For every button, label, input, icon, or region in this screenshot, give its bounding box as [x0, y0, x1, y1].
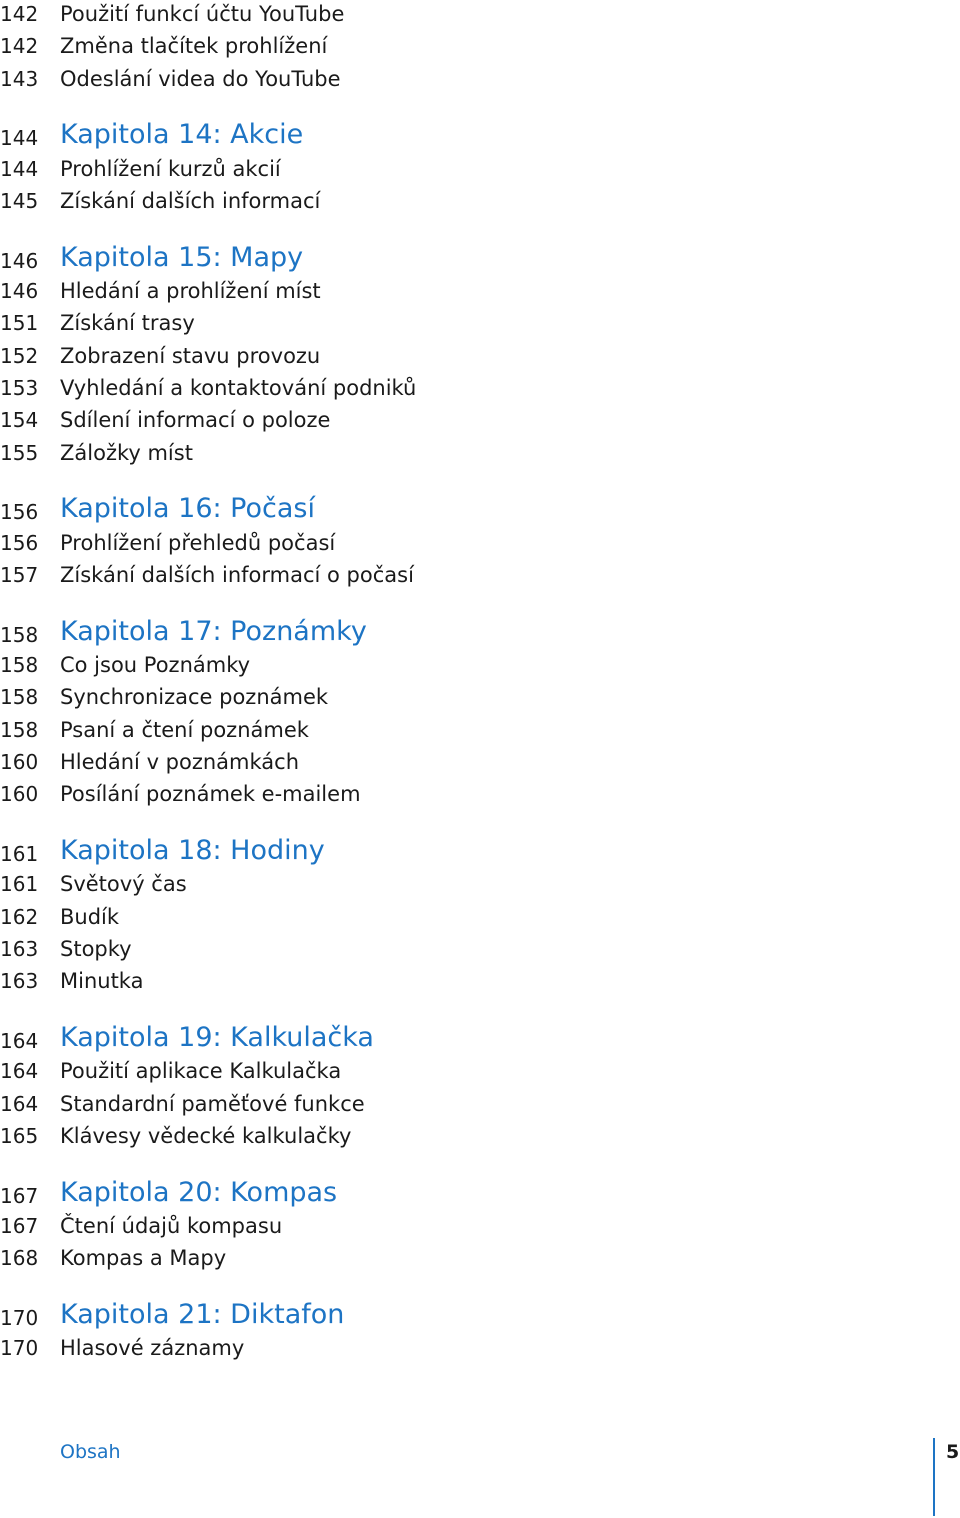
- entry-title: Minutka: [60, 969, 144, 993]
- entry-title: Posílání poznámek e-mailem: [60, 782, 361, 806]
- toc-entry[interactable]: [0, 1057, 900, 1089]
- toc-entry[interactable]: [0, 967, 900, 999]
- chapter-title: Kapitola 21: Diktafon: [60, 1299, 345, 1330]
- page-number: 162: [0, 905, 39, 929]
- page-number: 167: [0, 1184, 39, 1208]
- toc-entry[interactable]: [0, 155, 900, 187]
- toc-entry[interactable]: [0, 683, 900, 715]
- page-number: 146: [0, 279, 39, 303]
- page-number: 161: [0, 842, 39, 866]
- chapter-title: Kapitola 19: Kalkulačka: [60, 1022, 374, 1053]
- page-number: 170: [0, 1306, 39, 1330]
- entry-title: Co jsou Poznámky: [60, 653, 251, 677]
- page-number: 142: [0, 2, 39, 26]
- chapter-heading[interactable]: [0, 1299, 900, 1334]
- page-number: 151: [0, 311, 39, 335]
- entry-title: Psaní a čtení poznámek: [60, 718, 309, 742]
- toc-entry[interactable]: [0, 1244, 900, 1276]
- toc-entry[interactable]: [0, 374, 900, 406]
- toc-entry[interactable]: [0, 0, 900, 32]
- toc-entry[interactable]: [0, 342, 900, 374]
- chapter-heading[interactable]: [0, 1022, 900, 1057]
- page-number: 164: [0, 1092, 39, 1116]
- chapter-heading[interactable]: [0, 835, 900, 870]
- footer-divider: [933, 1438, 935, 1516]
- chapter-heading[interactable]: [0, 119, 900, 154]
- entry-title: Standardní paměťové funkce: [60, 1092, 365, 1116]
- toc-entry[interactable]: [0, 748, 900, 780]
- entry-title: Zobrazení stavu provozu: [60, 344, 321, 368]
- page-number: 155: [0, 441, 39, 465]
- entry-title: Použití aplikace Kalkulačka: [60, 1059, 342, 1083]
- toc-entry[interactable]: [0, 1212, 900, 1244]
- entry-title: Odeslání videa do YouTube: [60, 67, 341, 91]
- entry-title: Použití funkcí účtu YouTube: [60, 2, 345, 26]
- toc-entry[interactable]: [0, 32, 900, 64]
- entry-title: Hlasové záznamy: [60, 1336, 245, 1360]
- toc-entry[interactable]: [0, 935, 900, 967]
- toc-entry[interactable]: [0, 780, 900, 812]
- footer-page-number: 5: [946, 1441, 960, 1463]
- page-number: 164: [0, 1059, 39, 1083]
- entry-title: Stopky: [60, 937, 132, 961]
- toc-entry[interactable]: [0, 187, 900, 219]
- toc-entry[interactable]: [0, 529, 900, 561]
- page-number: 144: [0, 157, 39, 181]
- entry-title: Prohlížení přehledů počasí: [60, 531, 336, 555]
- page-number: 160: [0, 750, 39, 774]
- page-number: 158: [0, 685, 39, 709]
- page-number: 144: [0, 126, 39, 150]
- chapter-title: Kapitola 17: Poznámky: [60, 616, 367, 647]
- entry-title: Získání dalších informací o počasí: [60, 563, 414, 587]
- entry-title: Čtení údajů kompasu: [60, 1214, 283, 1238]
- chapter-title: Kapitola 16: Počasí: [60, 493, 315, 524]
- entry-title: Světový čas: [60, 872, 187, 896]
- entry-title: Vyhledání a kontaktování podniků: [60, 376, 417, 400]
- entry-title: Záložky míst: [60, 441, 193, 465]
- toc-entry[interactable]: [0, 277, 900, 309]
- page-number: 145: [0, 189, 39, 213]
- entry-title: Klávesy vědecké kalkulačky: [60, 1124, 352, 1148]
- page-number: 158: [0, 653, 39, 677]
- page-number: 143: [0, 67, 39, 91]
- page-number: 158: [0, 718, 39, 742]
- chapter-title: Kapitola 14: Akcie: [60, 119, 304, 150]
- entry-title: Získání dalších informací: [60, 189, 321, 213]
- page-number: 161: [0, 872, 39, 896]
- toc-entry[interactable]: [0, 1090, 900, 1122]
- toc-entry[interactable]: [0, 870, 900, 902]
- page-number: 156: [0, 500, 39, 524]
- chapter-title: Kapitola 15: Mapy: [60, 242, 304, 273]
- page-number: 170: [0, 1336, 39, 1360]
- page-number: 160: [0, 782, 39, 806]
- entry-title: Hledání v poznámkách: [60, 750, 300, 774]
- page-number: 164: [0, 1029, 39, 1053]
- page-number: 142: [0, 34, 39, 58]
- toc-entry[interactable]: [0, 65, 900, 97]
- entry-title: Synchronizace poznámek: [60, 685, 329, 709]
- footer-section-label: Obsah: [60, 1441, 121, 1463]
- chapter-heading[interactable]: [0, 616, 900, 651]
- entry-title: Prohlížení kurzů akcií: [60, 157, 281, 181]
- toc-entry[interactable]: [0, 1122, 900, 1154]
- chapter-title: Kapitola 20: Kompas: [60, 1177, 338, 1208]
- page-number: 163: [0, 937, 39, 961]
- toc-entry[interactable]: [0, 1334, 900, 1366]
- entry-title: Kompas a Mapy: [60, 1246, 227, 1270]
- entry-title: Sdílení informací o poloze: [60, 408, 331, 432]
- entry-title: Získání trasy: [60, 311, 195, 335]
- toc-entry[interactable]: [0, 651, 900, 683]
- chapter-heading[interactable]: [0, 1177, 900, 1212]
- toc-entry[interactable]: [0, 903, 900, 935]
- toc-entry[interactable]: [0, 406, 900, 438]
- chapter-heading[interactable]: [0, 493, 900, 528]
- entry-title: Budík: [60, 905, 120, 929]
- toc-entry[interactable]: [0, 439, 900, 471]
- chapter-title: Kapitola 18: Hodiny: [60, 835, 325, 866]
- page-number: 154: [0, 408, 39, 432]
- page-number: 167: [0, 1214, 39, 1238]
- toc-entry[interactable]: [0, 561, 900, 593]
- page-number: 152: [0, 344, 39, 368]
- page-number: 153: [0, 376, 39, 400]
- page-number: 157: [0, 563, 39, 587]
- page-number: 168: [0, 1246, 39, 1270]
- page-number: 158: [0, 623, 39, 647]
- page-number: 156: [0, 531, 39, 555]
- entry-title: Změna tlačítek prohlížení: [60, 34, 328, 58]
- chapter-heading[interactable]: [0, 242, 900, 277]
- page-number: 163: [0, 969, 39, 993]
- entry-title: Hledání a prohlížení míst: [60, 279, 321, 303]
- page-number: 146: [0, 249, 39, 273]
- page-number: 165: [0, 1124, 39, 1148]
- toc-entry[interactable]: [0, 309, 900, 341]
- toc-entry[interactable]: [0, 716, 900, 748]
